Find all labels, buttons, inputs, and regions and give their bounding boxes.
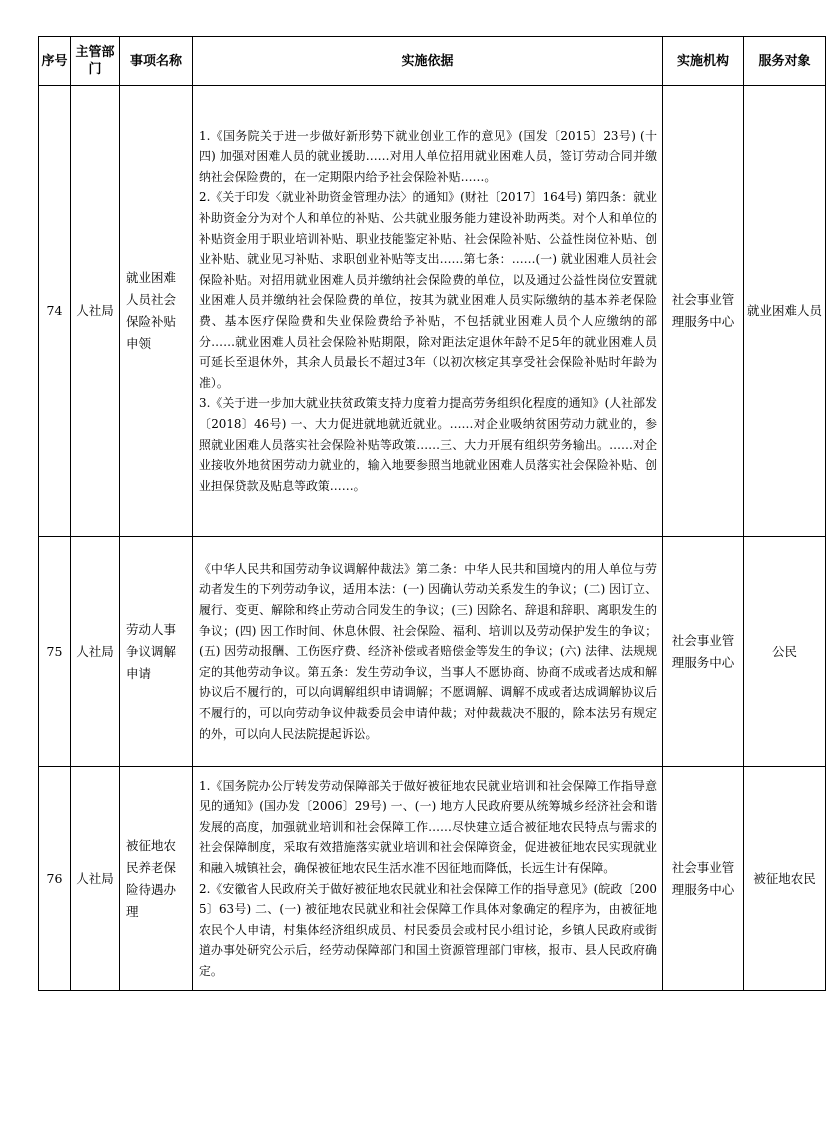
row-basis [193,86,663,537]
row-item: 被征地农民养老保险待遇办理 [120,767,193,991]
row-agency: 社会事业管理服务中心 [663,537,744,767]
row-agency: 社会事业管理服务中心 [663,767,744,991]
row-item: 就业困难人员社会保险补贴申领 [120,86,193,537]
row-item: 劳动人事争议调解申请 [120,537,193,767]
table-row [39,767,826,991]
table-row [39,86,826,537]
header-basis: 实施依据 [193,37,663,86]
row-no: 74 [39,86,71,537]
header-agency: 实施机构 [663,37,744,86]
row-target: 公民 [744,537,826,767]
basis-paragraph: 1.《国务院办公厅转发劳动保障部关于做好被征地农民就业培训和社会保障工作指导意见的通知》(国办发〔2006〕29号) 一、(一) 地方人民政府要从统筹城乡经济社会和谐发展的高度，加强就业培训和社会保障工作……尽快建立适合被征地农民特点与需求的社会保障制度，采取有效措施落实就业培训和社会保障资金，促进被征地农民实现就业和融入城镇社会，确保被征地农民生活水准不因征地而降低，长远生计有保障。 [199,778,657,875]
basis-paragraph: 2.《关于印发〈就业补助资金管理办法〉的通知》(财社〔2017〕164号) 第四条：就业补助资金分为对个人和单位的补贴、公共就业服务能力建设补助两类。对个人和单位的补贴资金用于职业培训补贴、职业技能鉴定补贴、社会保险补贴、公益性岗位补贴、创业补贴、就业见习补贴、求职创业补贴等支出……第七条：……(一) 就业困难人员社会保险补贴。对招用就业困难人员并缴纳社会保险费的单位，以及通过公益性岗位安置就业困难人员并缴纳社会保险费的单位，按其为就业困难人员实际缴纳的基本养老保险费、基本医疗保险费和失业保险费给予补贴，不包括就业困难人员个人应缴纳的部分……就业困难人员社会保险补贴期限，除对距法定退休年龄不足5年的就业困难人员可延长至退休外，其余人员最长不超过3年（以初次核定其享受社会保险补贴时年龄为准）。 [199,190,657,390]
header-dept: 主管部门 [71,37,120,86]
header-target: 服务对象 [744,37,826,86]
row-dept: 人社局 [71,767,120,991]
row-target: 就业困难人员 [744,86,826,537]
row-dept: 人社局 [71,537,120,767]
header-item: 事项名称 [120,37,193,86]
service-items-table [38,36,826,991]
table-header-row [39,37,826,86]
basis-paragraph: 《中华人民共和国劳动争议调解仲裁法》第二条：中华人民共和国境内的用人单位与劳动者发生的下列劳动争议，适用本法：(一) 因确认劳动关系发生的争议；(二) 因订立、履行、变更、解除和终止劳动合同发生的争议；(三) 因除名、辞退和辞职、离职发生的争议；(四) 因工作时间、休息休假、社会保险、福利、培训以及劳动保护发生的争议；(五) 因劳动报酬、工伤医疗费、经济补偿或者赔偿金等发生的争议；(六) 法律、法规规定的其他劳动争议。第五条：发生劳动争议，当事人不愿协商、协商不成或者达成和解协议后不履行的，可以向调解组织申请调解；不愿调解、调解不成或者达成调解协议后不履行的，可以向劳动争议仲裁委员会申请仲裁；对仲裁裁决不服的，除本法另有规定的外，可以向人民法院提起诉讼。 [199,561,657,741]
table-row [39,537,826,767]
basis-paragraph: 2.《安徽省人民政府关于做好被征地农民就业和社会保障工作的指导意见》(皖政〔2005〕63号) 二、(一) 被征地农民就业和社会保障工作具体对象确定的程序为，由被征地农民个人申请，村集体经济组织成员、村民委员会或村民小组讨论，乡镇人民政府或街道办事处研究公示后，经劳动保障部门和国土资源管理部门审核，报市、县人民政府确定。 [199,881,657,978]
row-agency: 社会事业管理服务中心 [663,86,744,537]
row-basis [193,767,663,991]
row-no: 76 [39,767,71,991]
row-no: 75 [39,537,71,767]
row-target: 被征地农民 [744,767,826,991]
row-dept: 人社局 [71,86,120,537]
basis-paragraph: 1.《国务院关于进一步做好新形势下就业创业工作的意见》(国发〔2015〕23号) (十四) 加强对困难人员的就业援助……对用人单位招用就业困难人员，签订劳动合同并缴纳社会保险费的，在一定期限内给予社会保险补贴……。 [199,128,657,184]
row-basis [193,537,663,767]
basis-paragraph: 3.《关于进一步加大就业扶贫政策支持力度着力提高劳务组织化程度的通知》(人社部发〔2018〕46号) 一、大力促进就地就近就业。……对企业吸纳贫困劳动力就业的，参照就业困难人员落实社会保险补贴等政策……三、大力开展有组织劳务输出。……对企业接收外地贫困劳动力就业的，输入地要参照当地就业困难人员落实社会保险补贴、创业担保贷款及贴息等政策……。 [199,396,657,493]
header-no: 序号 [39,37,71,86]
